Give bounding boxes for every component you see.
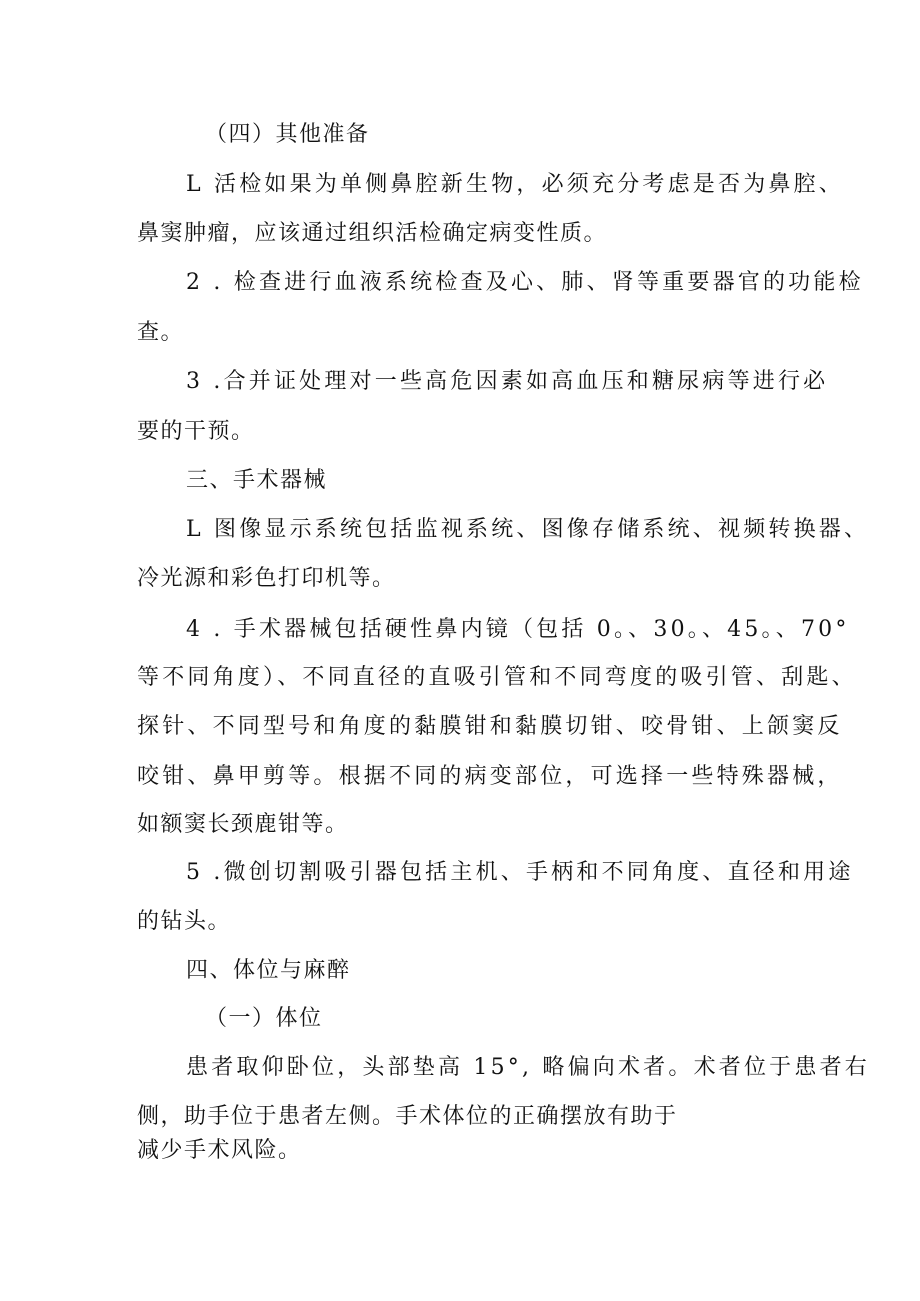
paragraph-line: 3 .合并证处理对一些高危因素如高血压和糖尿病等进行必 (186, 369, 829, 394)
section-heading-surgical-instruments: 三、手术器械 (186, 468, 328, 493)
paragraph-line: 查。 (137, 320, 185, 345)
paragraph-line: 5 .微创切割吸引器包括主机、手柄和不同角度、直径和用途 (186, 860, 854, 885)
paragraph-line: 要的干预。 (137, 419, 255, 444)
subsection-heading-other-preparation: （四）其他准备 (205, 122, 370, 147)
paragraph-line: 的钻头。 (137, 909, 232, 934)
paragraph-line: 减少手术风险。 (137, 1138, 302, 1163)
paragraph-line: 患者取仰卧位，头部垫高 15°, 略偏向术者。术者位于患者右 (186, 1055, 870, 1080)
paragraph-line: 等不同角度）、不同直径的直吸引管和不同弯度的吸引管、刮匙、 (137, 665, 857, 690)
paragraph-line: 探针、不同型号和角度的黏膜钳和黏膜切钳、咬骨钳、上颌窦反 (137, 714, 843, 739)
paragraph-line: 侧，助手位于患者左侧。手术体位的正确摆放有助于 (137, 1104, 678, 1129)
paragraph-line: 4 . 手术器械包括硬性鼻内镜（包括 0。、30。、45。、70° (186, 617, 850, 642)
paragraph-line: 如额窦长颈鹿钳等。 (137, 812, 349, 837)
paragraph-line: L 图像显示系统包括监视系统、图像存储系统、视频转换器、 (186, 517, 870, 542)
paragraph-line: L 活检如果为单侧鼻腔新生物，必须充分考虑是否为鼻腔、 (186, 172, 845, 197)
section-heading-position-anesthesia: 四、体位与麻醉 (186, 958, 351, 983)
paragraph-line: 咬钳、鼻甲剪等。根据不同的病变部位，可选择一些特殊器械， (137, 764, 843, 789)
paragraph-line: 冷光源和彩色打印机等。 (137, 566, 396, 591)
paragraph-line: 鼻窦肿瘤，应该通过组织活检确定病变性质。 (137, 221, 608, 246)
paragraph-line: 2 . 检查进行血液系统检查及心、肺、肾等重要器官的功能检 (186, 270, 864, 295)
subsection-heading-position: （一）体位 (205, 1006, 323, 1031)
